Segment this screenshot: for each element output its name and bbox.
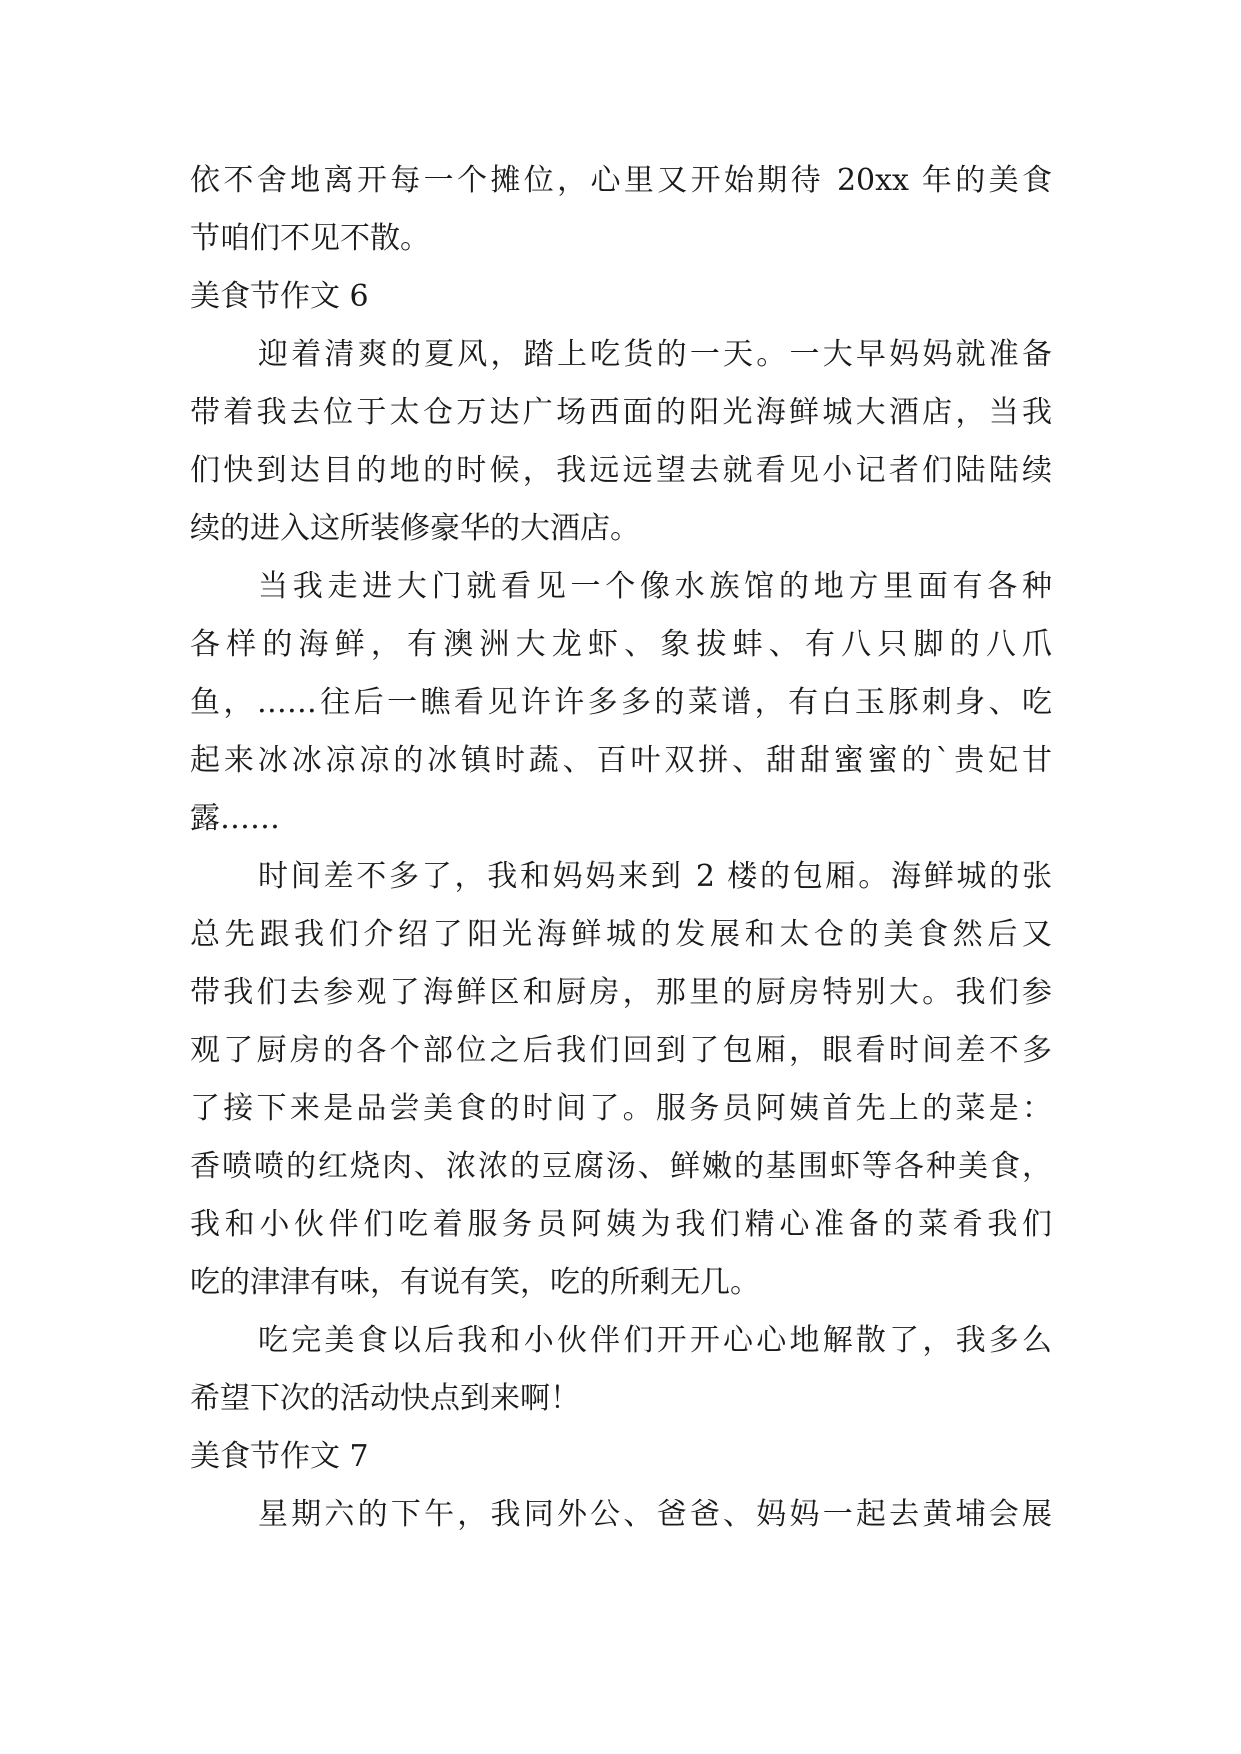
text-line: 节咱们不见不散。	[190, 221, 430, 256]
text-line: 吃完美食以后我和小伙伴们开开心心地解散了，我多么	[258, 1323, 1052, 1358]
text-line: 星期六的下午，我同外公、爸爸、妈妈一起去黄埔会展	[258, 1497, 1052, 1532]
text-line: 时间差不多了，我和妈妈来到 2 楼的包厢。海鲜城的张	[258, 859, 1052, 894]
text-line: 带着我去位于太仓万达广场西面的阳光海鲜城大酒店，当我	[190, 395, 1052, 430]
text-line: 鱼，……往后一瞧看见许许多多的菜谱，有白玉豚刺身、吃	[190, 685, 1052, 720]
text-line: 依不舍地离开每一个摊位，心里又开始期待 20xx 年的美食	[190, 163, 1052, 198]
paragraph	[190, 558, 1052, 848]
paragraph	[190, 1312, 1052, 1428]
text-line: 了接下来是品尝美食的时间了。服务员阿姨首先上的菜是：	[190, 1091, 1052, 1126]
text-line: 带我们去参观了海鲜区和厨房，那里的厨房特别大。我们参	[190, 975, 1052, 1010]
text-line: 们快到达目的地的时候，我远远望去就看见小记者们陆陆续	[190, 453, 1052, 488]
text-line: 香喷喷的红烧肉、浓浓的豆腐汤、鲜嫩的基围虾等各种美食，	[190, 1149, 1052, 1184]
text-line: 当我走进大门就看见一个像水族馆的地方里面有各种	[258, 569, 1052, 604]
text-line: 希望下次的活动快点到来啊！	[190, 1381, 580, 1416]
text-line: 续的进入这所装修豪华的大酒店。	[190, 511, 640, 546]
paragraph	[190, 152, 1052, 268]
paragraph	[190, 848, 1052, 1312]
text-line: 我和小伙伴们吃着服务员阿姨为我们精心准备的菜肴我们	[190, 1207, 1052, 1242]
text-line: 观了厨房的各个部位之后我们回到了包厢，眼看时间差不多	[190, 1033, 1052, 1068]
section-heading: 美食节作文 6	[190, 279, 369, 314]
paragraph	[190, 326, 1052, 558]
text-line: 总先跟我们介绍了阳光海鲜城的发展和太仓的美食然后又	[190, 917, 1052, 952]
text-line: 迎着清爽的夏风，踏上吃货的一天。一大早妈妈就准备	[258, 337, 1052, 372]
section-heading: 美食节作文 7	[190, 1439, 369, 1474]
document-page	[190, 152, 1052, 1544]
text-line: 露……	[190, 801, 280, 836]
text-line: 吃的津津有味，有说有笑，吃的所剩无几。	[190, 1265, 760, 1300]
paragraph	[190, 1486, 1052, 1544]
text-line: 各样的海鲜，有澳洲大龙虾、象拔蚌、有八只脚的八爪	[190, 627, 1052, 662]
text-line: 起来冰冰凉凉的冰镇时蔬、百叶双拼、甜甜蜜蜜的`贵妃甘	[190, 743, 1052, 778]
